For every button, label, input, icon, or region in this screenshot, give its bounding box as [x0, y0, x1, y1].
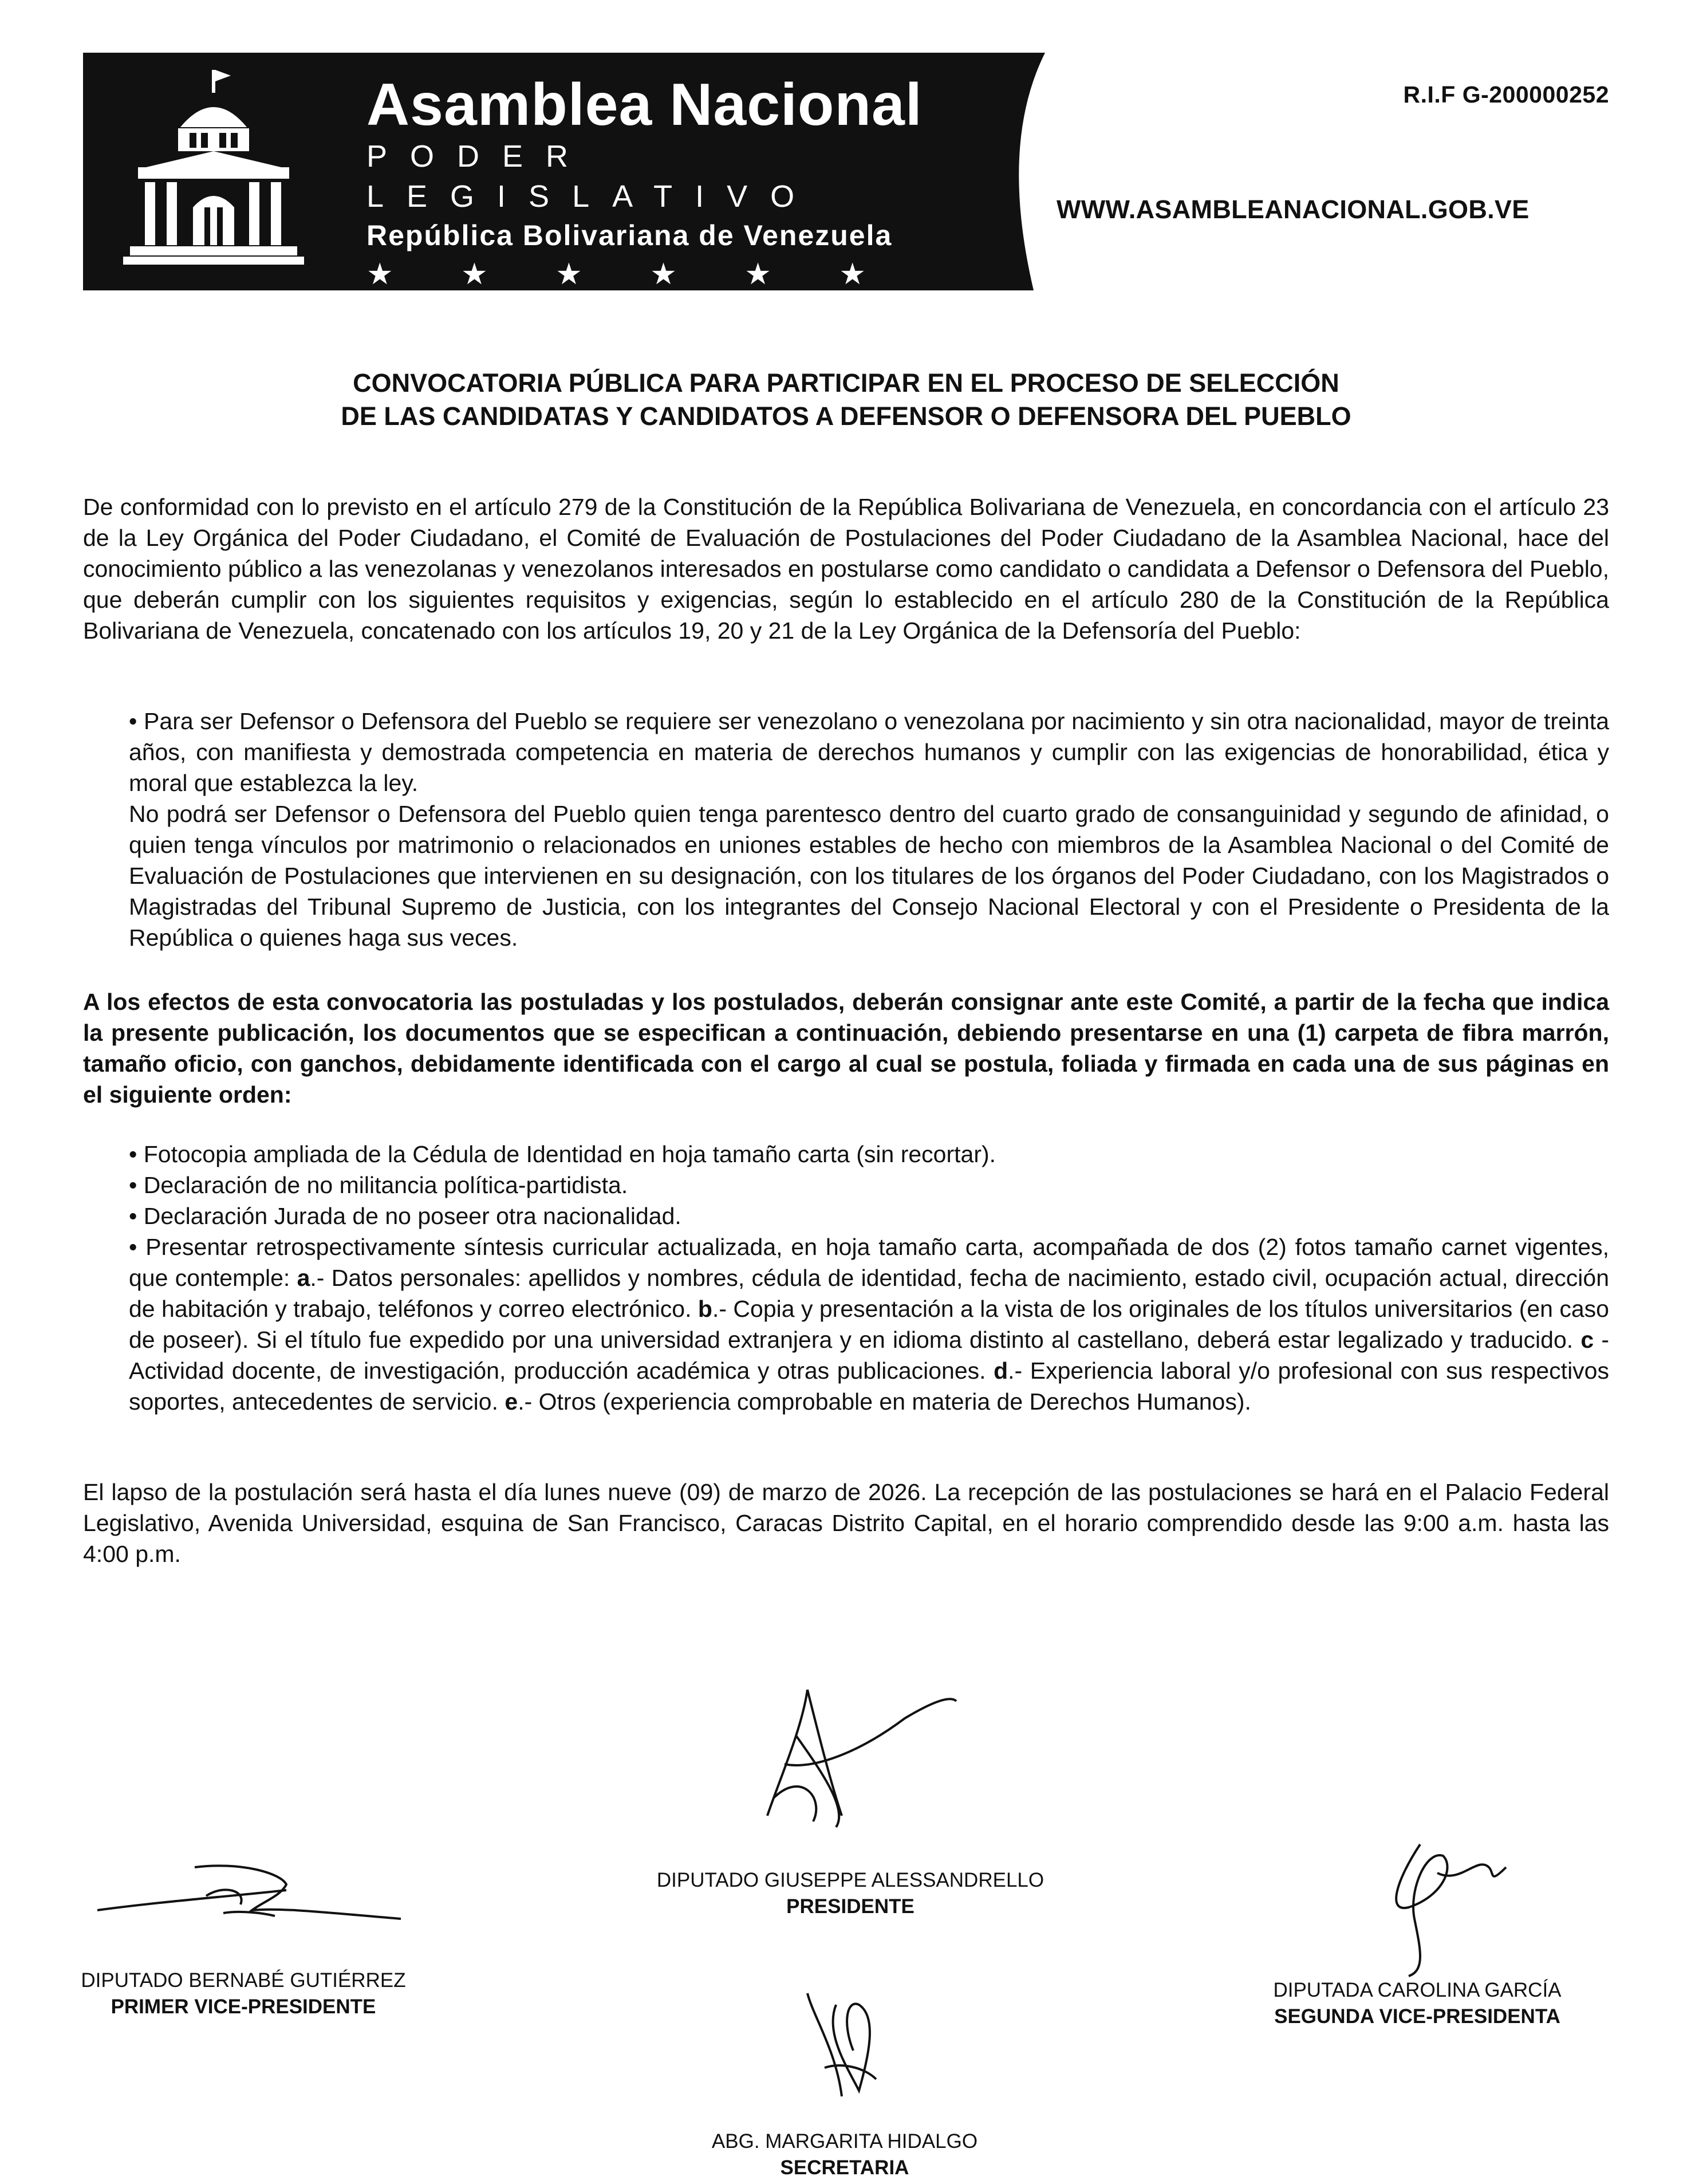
brand-block	[366, 73, 973, 335]
item-c-text: -Actividad docente, de investigación, producción académica y otras publicaciones.	[129, 1327, 1609, 1384]
signatory-second-vp	[1231, 1977, 1603, 2030]
signatory-name: DIPUTADO BERNABÉ GUTIÉRREZ	[81, 1969, 406, 1992]
signatory-president	[607, 1867, 1094, 1920]
signatory-name: DIPUTADO GIUSEPPE ALESSANDRELLO	[656, 1869, 1044, 1891]
signature-first-vp	[92, 1856, 412, 1936]
signatory-name: ABG. MARGARITA HIDALGO	[711, 2130, 978, 2152]
intro-paragraph: De conformidad con lo previsto en el artículo 279 de la Constitución de la República Bolivariana de Venezuela, en concordancia con el artículo 23 de la Ley Orgánica del Poder Ciudadano, el Comité de Evaluación de Postulaciones del Poder Ciudadano de la Asamblea Nacional, hace del conocimiento público a las venezolanas y venezolanos interesados en postularse como candidato o candidata a Defensor o Defensora del Pueblo, que deberán cumplir con los siguientes requisitos y exigencias, según lo establecido en el artículo 280 de la Constitución de la República Bolivariana de Venezuela, concatenado con los artículos 19, 20 y 21 de la Ley Orgánica de la Defensoría del Pueblo:	[83, 494, 1609, 644]
brand-stars: ★ ★ ★ ★ ★ ★ ★ ★	[366, 258, 896, 331]
item-a-label: a	[297, 1265, 310, 1291]
brand-country: República Bolivariana de Venezuela	[366, 219, 893, 251]
signatory-role: PRIMER VICE-PRESIDENTE	[111, 1996, 376, 2018]
item-d-label: d	[994, 1357, 1008, 1384]
brand-subtitle: PODER LEGISLATIVO	[366, 139, 818, 214]
brand-title: Asamblea Nacional	[366, 72, 923, 138]
document-title	[83, 367, 1609, 433]
requirements-section	[129, 706, 1609, 953]
item-c-label: c	[1580, 1327, 1594, 1353]
signatory-role: SEGUNDA VICE-PRESIDENTA	[1274, 2005, 1560, 2028]
website-url[interactable]: WWW.ASAMBLEANACIONAL.GOB.VE	[1057, 195, 1530, 224]
signatory-role: SECRETARIA	[780, 2157, 909, 2179]
signatory-first-vp	[57, 1967, 429, 2020]
signatory-role: PRESIDENTE	[786, 1895, 915, 1918]
list-item: • Declaración Jurada de no poseer otra nacionalidad.	[129, 1203, 681, 1229]
requirement-kinship: No podrá ser Defensor o Defensora del Pueblo quien tenga parentesco dentro del cuarto grado de consanguinidad y segundo de afinidad, o quien tenga vínculos por matrimonio o relacionados en uniones estables de hecho con miembros de la Asamblea Nacional o del Comité de Evaluación de Postulaciones que intervienen en su designación, con los titulares de los órganos del Poder Ciudadano, con los Magistrados o Magistradas del Tribunal Supremo de Justicia, con los integrantes del Consejo Nacional Electoral y con el Presidente o Presidenta de la República o quienes haga sus veces.	[129, 801, 1609, 951]
list-item-curriculum	[129, 1231, 1609, 1417]
submission-notice: A los efectos de esta convocatoria las postuladas y los postulados, deberán consignar ante este Comité, a partir de la fecha que indica la presente publicación, los documentos que se especifican a continuación, debiendo presentarse en una (1) carpeta de fibra marrón, tamaño oficio, con ganchos, debidamente identificada con el cargo al cual se postula, foliada y firmada en cada una de sus páginas en el siguiente orden:	[83, 989, 1609, 1108]
signature-secretary	[790, 1982, 905, 2119]
title-line-1: CONVOCATORIA PÚBLICA PARA PARTICIPAR EN EL PROCESO DE SELECCIÓN	[353, 368, 1339, 398]
item-e-label: e	[504, 1388, 518, 1415]
documents-list	[129, 1139, 1609, 1417]
signatory-secretary	[659, 2128, 1031, 2181]
signature-president	[744, 1684, 962, 1833]
signature-second-vp	[1374, 1833, 1523, 1982]
curriculum-intro: • Presentar retrospectivamente síntesis curricular actualizada, en hoja tamaño carta, acompañada de dos (2) fotos tamaño carnet vigentes, que contemple:	[129, 1234, 1609, 1291]
item-e-text: .- Otros (experiencia comprobable en materia de Derechos Humanos).	[518, 1388, 1251, 1415]
item-b-label: b	[697, 1296, 712, 1322]
list-item: • Declaración de no militancia política-partidista.	[129, 1172, 628, 1198]
rif-number: R.I.F G-200000252	[1403, 81, 1609, 108]
signatory-name: DIPUTADA CAROLINA GARCÍA	[1273, 1979, 1562, 2001]
closing-paragraph: El lapso de la postulación será hasta el día lunes nueve (09) de marzo de 2026. La recepción de las postulaciones se hará en el Palacio Federal Legislativo, Avenida Universidad, esquina de San Francisco, Caracas Distrito Capital, en el horario comprendido desde las 9:00 a.m. hasta las 4:00 p.m.	[83, 1479, 1609, 1567]
item-d-text: .- Experiencia laboral y/o profesional con sus respectivos soportes, antecedentes de servicio.	[129, 1357, 1609, 1415]
title-line-2: DE LAS CANDIDATAS Y CANDIDATOS A DEFENSOR O DEFENSORA DEL PUEBLO	[341, 402, 1351, 431]
item-b-text: .- Copia y presentación a la vista de los originales de los títulos universitarios (en caso de poseer). Si el título fue expedido por una universidad extranjera y en idioma distinto al castellano, deberá estar legalizado y traducido.	[129, 1296, 1609, 1353]
item-a-text: .- Datos personales: apellidos y nombres, cédula de identidad, fecha de nacimiento, estado civil, ocupación actual, dirección de habitación y trabajo, teléfonos y correo electrónico.	[129, 1265, 1609, 1322]
requirement-nationality: • Para ser Defensor o Defensora del Pueblo se requiere ser venezolano o venezolana por nacimiento y sin otra nacionalidad, mayor de treinta años, con manifiesta y demostrada competencia en materia de derechos humanos y cumplir con las exigencias de honorabilidad, ética y moral que establezca la ley.	[129, 708, 1609, 796]
list-item: • Fotocopia ampliada de la Cédula de Identidad en hoja tamaño carta (sin recortar).	[129, 1141, 996, 1167]
